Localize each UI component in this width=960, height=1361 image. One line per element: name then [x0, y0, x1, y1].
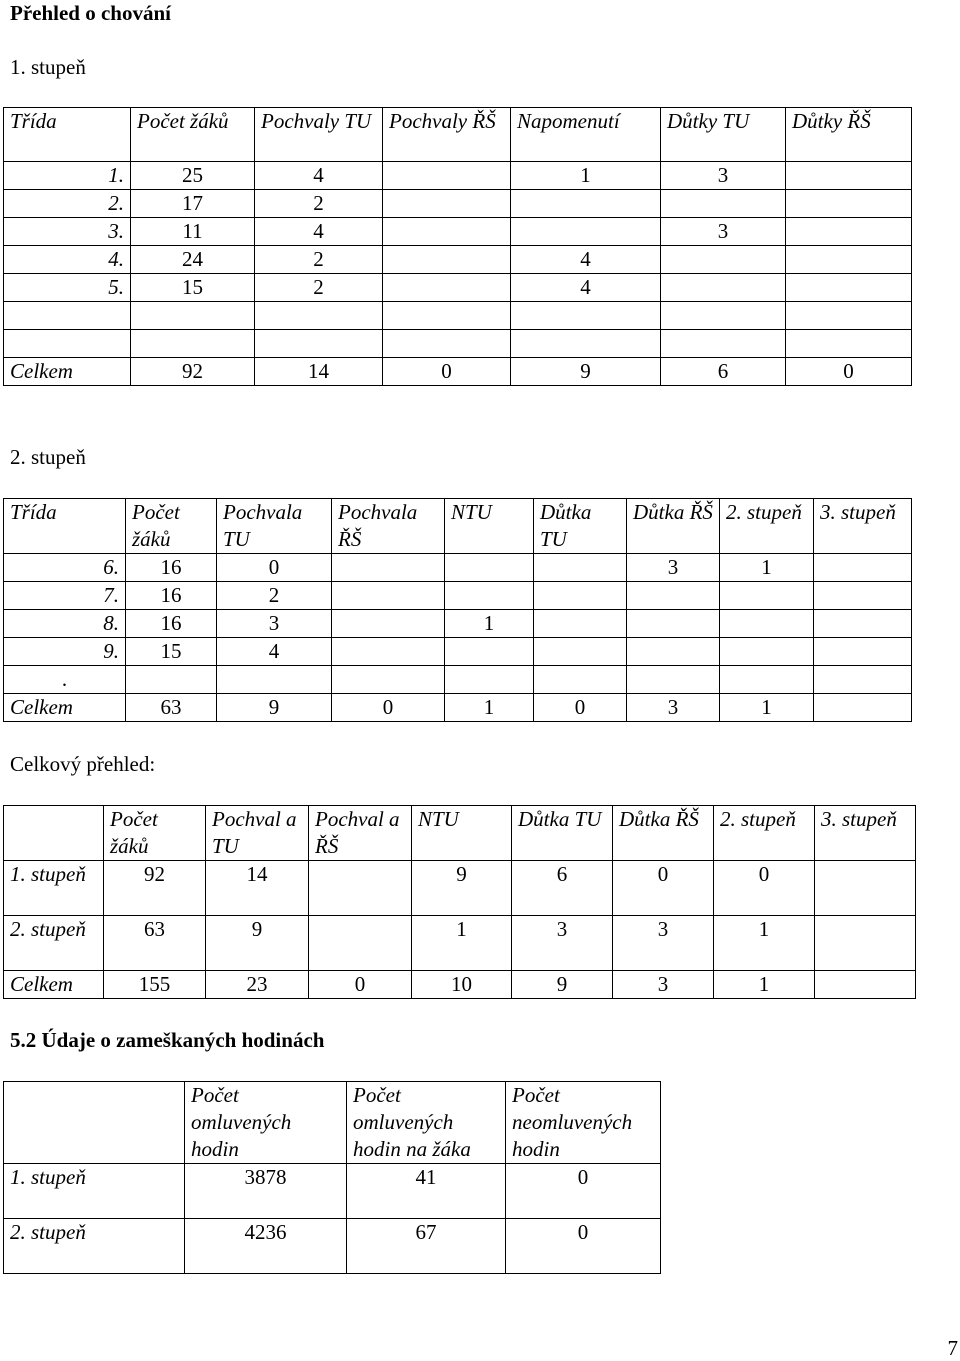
table-row — [4, 861, 916, 916]
table-cell: 0 — [309, 971, 412, 999]
table-cell: 3 — [661, 218, 786, 246]
header-cell: NTU — [412, 806, 512, 861]
table-cell — [131, 302, 255, 330]
header-cell — [4, 1082, 185, 1164]
table-cell: 14 — [206, 861, 309, 916]
table-cell: 4. — [4, 246, 131, 274]
header-cell: Počet omluvených hodin — [185, 1082, 347, 1164]
table-cell: 2 — [217, 582, 332, 610]
table-cell — [255, 302, 383, 330]
table-cell: 25 — [131, 162, 255, 190]
header-cell: Pochvaly TU — [255, 108, 383, 162]
table-cell: 4 — [511, 274, 661, 302]
table-cell — [445, 666, 534, 694]
table-cell — [217, 666, 332, 694]
table-cell — [511, 218, 661, 246]
header-cell: 3. stupeň — [814, 499, 912, 554]
header-cell: Třída — [4, 499, 126, 554]
table-cell — [786, 162, 912, 190]
header-cell: Důtka TU — [534, 499, 627, 554]
table-cell: 1 — [720, 694, 814, 722]
table-cell: 0 — [383, 358, 511, 386]
table-cell: 4 — [255, 218, 383, 246]
table-cell — [786, 302, 912, 330]
header-cell: 2. stupeň — [714, 806, 815, 861]
table-cell: 4 — [217, 638, 332, 666]
header-cell: Třída — [4, 108, 131, 162]
table-cell — [511, 302, 661, 330]
table-cell — [814, 666, 912, 694]
table-cell — [383, 190, 511, 218]
table-cell: 0 — [613, 861, 714, 916]
table-cell: 2 — [255, 274, 383, 302]
table-cell: 9. — [4, 638, 126, 666]
table-cell: 1. stupeň — [4, 1164, 185, 1219]
table-cell — [815, 971, 916, 999]
table-cell: 0 — [786, 358, 912, 386]
section-heading-4: 5.2 Údaje o zameškaných hodinách — [10, 1028, 325, 1052]
header-cell: Pochval a ŘŠ — [309, 806, 412, 861]
header-cell: NTU — [445, 499, 534, 554]
table-cell — [4, 302, 131, 330]
table-cell — [720, 666, 814, 694]
table-cell: 4 — [255, 162, 383, 190]
table-cell — [534, 554, 627, 582]
table-cell: 1 — [412, 916, 512, 971]
table-cell — [534, 638, 627, 666]
table-cell: 1 — [720, 554, 814, 582]
header-cell: Počet omluvených hodin na žáka — [347, 1082, 506, 1164]
header-cell: Pochvala TU — [217, 499, 332, 554]
table-cell — [627, 666, 720, 694]
table-cell — [309, 861, 412, 916]
table-cell: 15 — [131, 274, 255, 302]
table-cell — [332, 610, 445, 638]
table-total-row — [4, 358, 912, 386]
table-cell — [786, 274, 912, 302]
table-total-row — [4, 694, 912, 722]
table-cell: . — [4, 666, 126, 694]
table-header-row — [4, 806, 916, 861]
table-cell: 5. — [4, 274, 131, 302]
table-cell — [534, 666, 627, 694]
table-cell — [383, 162, 511, 190]
table-row — [4, 610, 912, 638]
table-cell — [786, 190, 912, 218]
table-row — [4, 330, 912, 358]
table-row — [4, 554, 912, 582]
table-cell — [309, 916, 412, 971]
table-cell — [383, 218, 511, 246]
table-cell: 24 — [131, 246, 255, 274]
table-cell: 6 — [512, 861, 613, 916]
table-cell: 2. stupeň — [4, 1219, 185, 1274]
table-cell — [720, 582, 814, 610]
table-cell: 0 — [506, 1164, 661, 1219]
table-cell — [383, 302, 511, 330]
table-cell: 23 — [206, 971, 309, 999]
table-row — [4, 218, 912, 246]
table-cell — [815, 916, 916, 971]
table-cell: 3 — [661, 162, 786, 190]
table-cell: 8. — [4, 610, 126, 638]
table-cell: 11 — [131, 218, 255, 246]
table-cell — [445, 638, 534, 666]
table-cell: 14 — [255, 358, 383, 386]
header-cell: 2. stupeň — [720, 499, 814, 554]
table-cell: 3 — [613, 916, 714, 971]
header-cell: Počet žáků — [104, 806, 206, 861]
table-cell: 3 — [613, 971, 714, 999]
header-cell: Počet neomluvených hodin — [506, 1082, 661, 1164]
behavior-table-1st-level — [3, 107, 912, 386]
page-title: Přehled o chování — [10, 1, 171, 25]
table-cell — [627, 638, 720, 666]
table-cell: Celkem — [4, 694, 126, 722]
table-cell: 3 — [217, 610, 332, 638]
table-cell — [4, 330, 131, 358]
table-cell: 92 — [104, 861, 206, 916]
table-cell — [815, 861, 916, 916]
table-cell — [332, 582, 445, 610]
table-cell — [720, 610, 814, 638]
table-header-row — [4, 499, 912, 554]
table-cell: 4236 — [185, 1219, 347, 1274]
table-cell — [786, 218, 912, 246]
table-cell — [511, 190, 661, 218]
header-cell — [4, 806, 104, 861]
table-row — [4, 162, 912, 190]
table-cell: 3. — [4, 218, 131, 246]
header-cell: Počet žáků — [126, 499, 217, 554]
section-heading-1: 1. stupeň — [10, 55, 86, 79]
table-cell — [383, 274, 511, 302]
header-cell: Důtky ŘŠ — [786, 108, 912, 162]
table-cell — [255, 330, 383, 358]
missed-hours-table — [3, 1081, 661, 1274]
table-cell — [445, 554, 534, 582]
header-cell: Důtka ŘŠ — [627, 499, 720, 554]
table-cell: 2. — [4, 190, 131, 218]
table-header-row — [4, 1082, 661, 1164]
table-cell: 17 — [131, 190, 255, 218]
table-cell — [814, 554, 912, 582]
section-heading-3: Celkový přehled: — [10, 752, 156, 776]
table-cell — [814, 610, 912, 638]
table-cell: 92 — [131, 358, 255, 386]
table-cell: 0 — [506, 1219, 661, 1274]
table-cell — [661, 330, 786, 358]
table-cell: 9 — [511, 358, 661, 386]
header-cell: 3. stupeň — [815, 806, 916, 861]
table-cell — [126, 666, 217, 694]
header-cell: Napomenutí — [511, 108, 661, 162]
table-cell — [814, 582, 912, 610]
table-cell: 0 — [217, 554, 332, 582]
table-cell: 3 — [512, 916, 613, 971]
table-row — [4, 638, 912, 666]
table-cell: 4 — [511, 246, 661, 274]
table-cell: Celkem — [4, 358, 131, 386]
table-cell: 0 — [332, 694, 445, 722]
table-cell — [332, 666, 445, 694]
table-cell: 3 — [627, 694, 720, 722]
table-cell: 41 — [347, 1164, 506, 1219]
table-cell: 7. — [4, 582, 126, 610]
overall-summary-table — [3, 805, 916, 999]
table-cell: 0 — [714, 861, 815, 916]
table-cell: 0 — [534, 694, 627, 722]
table-row — [4, 582, 912, 610]
table-cell — [661, 302, 786, 330]
table-cell: 155 — [104, 971, 206, 999]
table-cell: 67 — [347, 1219, 506, 1274]
table-cell — [511, 330, 661, 358]
table-cell — [627, 610, 720, 638]
table-cell — [814, 694, 912, 722]
table-row — [4, 274, 912, 302]
header-cell: Pochvaly ŘŠ — [383, 108, 511, 162]
table-cell: 3878 — [185, 1164, 347, 1219]
table-cell: 16 — [126, 610, 217, 638]
table-cell: 10 — [412, 971, 512, 999]
table-cell: 6 — [661, 358, 786, 386]
table-row — [4, 302, 912, 330]
table-cell: 63 — [126, 694, 217, 722]
table-cell: 2 — [255, 246, 383, 274]
table-cell: 3 — [627, 554, 720, 582]
table-cell — [720, 638, 814, 666]
table-cell — [445, 582, 534, 610]
table-cell: 1. — [4, 162, 131, 190]
table-cell — [534, 582, 627, 610]
header-cell: Počet žáků — [131, 108, 255, 162]
table-row — [4, 1164, 661, 1219]
table-header-row — [4, 108, 912, 162]
table-cell: Celkem — [4, 971, 104, 999]
table-cell: 1 — [445, 694, 534, 722]
table-cell: 16 — [126, 582, 217, 610]
table-cell: 9 — [512, 971, 613, 999]
table-total-row — [4, 971, 916, 999]
table-cell — [786, 246, 912, 274]
table-cell: 9 — [412, 861, 512, 916]
header-cell: Pochval a TU — [206, 806, 309, 861]
table-cell: 1 — [714, 971, 815, 999]
table-cell: 1 — [714, 916, 815, 971]
table-cell: 2 — [255, 190, 383, 218]
table-cell: 15 — [126, 638, 217, 666]
page-number: 7 — [947, 1336, 958, 1360]
header-cell: Pochvala ŘŠ — [332, 499, 445, 554]
header-cell: Důtka TU — [512, 806, 613, 861]
table-cell: 63 — [104, 916, 206, 971]
table-cell — [534, 610, 627, 638]
table-cell — [661, 274, 786, 302]
header-cell: Důtka ŘŠ — [613, 806, 714, 861]
table-cell: 1. stupeň — [4, 861, 104, 916]
table-row — [4, 916, 916, 971]
table-cell — [383, 330, 511, 358]
table-cell: 6. — [4, 554, 126, 582]
table-row — [4, 1219, 661, 1274]
table-cell — [814, 638, 912, 666]
table-cell — [332, 554, 445, 582]
table-cell: 9 — [217, 694, 332, 722]
table-cell: 16 — [126, 554, 217, 582]
table-cell: 1 — [511, 162, 661, 190]
table-cell: 1 — [445, 610, 534, 638]
table-cell: 2. stupeň — [4, 916, 104, 971]
table-cell — [786, 330, 912, 358]
table-cell — [661, 190, 786, 218]
table-row — [4, 190, 912, 218]
table-cell — [131, 330, 255, 358]
table-cell — [332, 638, 445, 666]
section-heading-2: 2. stupeň — [10, 445, 86, 469]
table-cell — [383, 246, 511, 274]
table-cell — [661, 246, 786, 274]
table-cell — [627, 582, 720, 610]
behavior-table-2nd-level — [3, 498, 912, 722]
table-row — [4, 666, 912, 694]
table-cell: 9 — [206, 916, 309, 971]
table-row — [4, 246, 912, 274]
header-cell: Důtky TU — [661, 108, 786, 162]
